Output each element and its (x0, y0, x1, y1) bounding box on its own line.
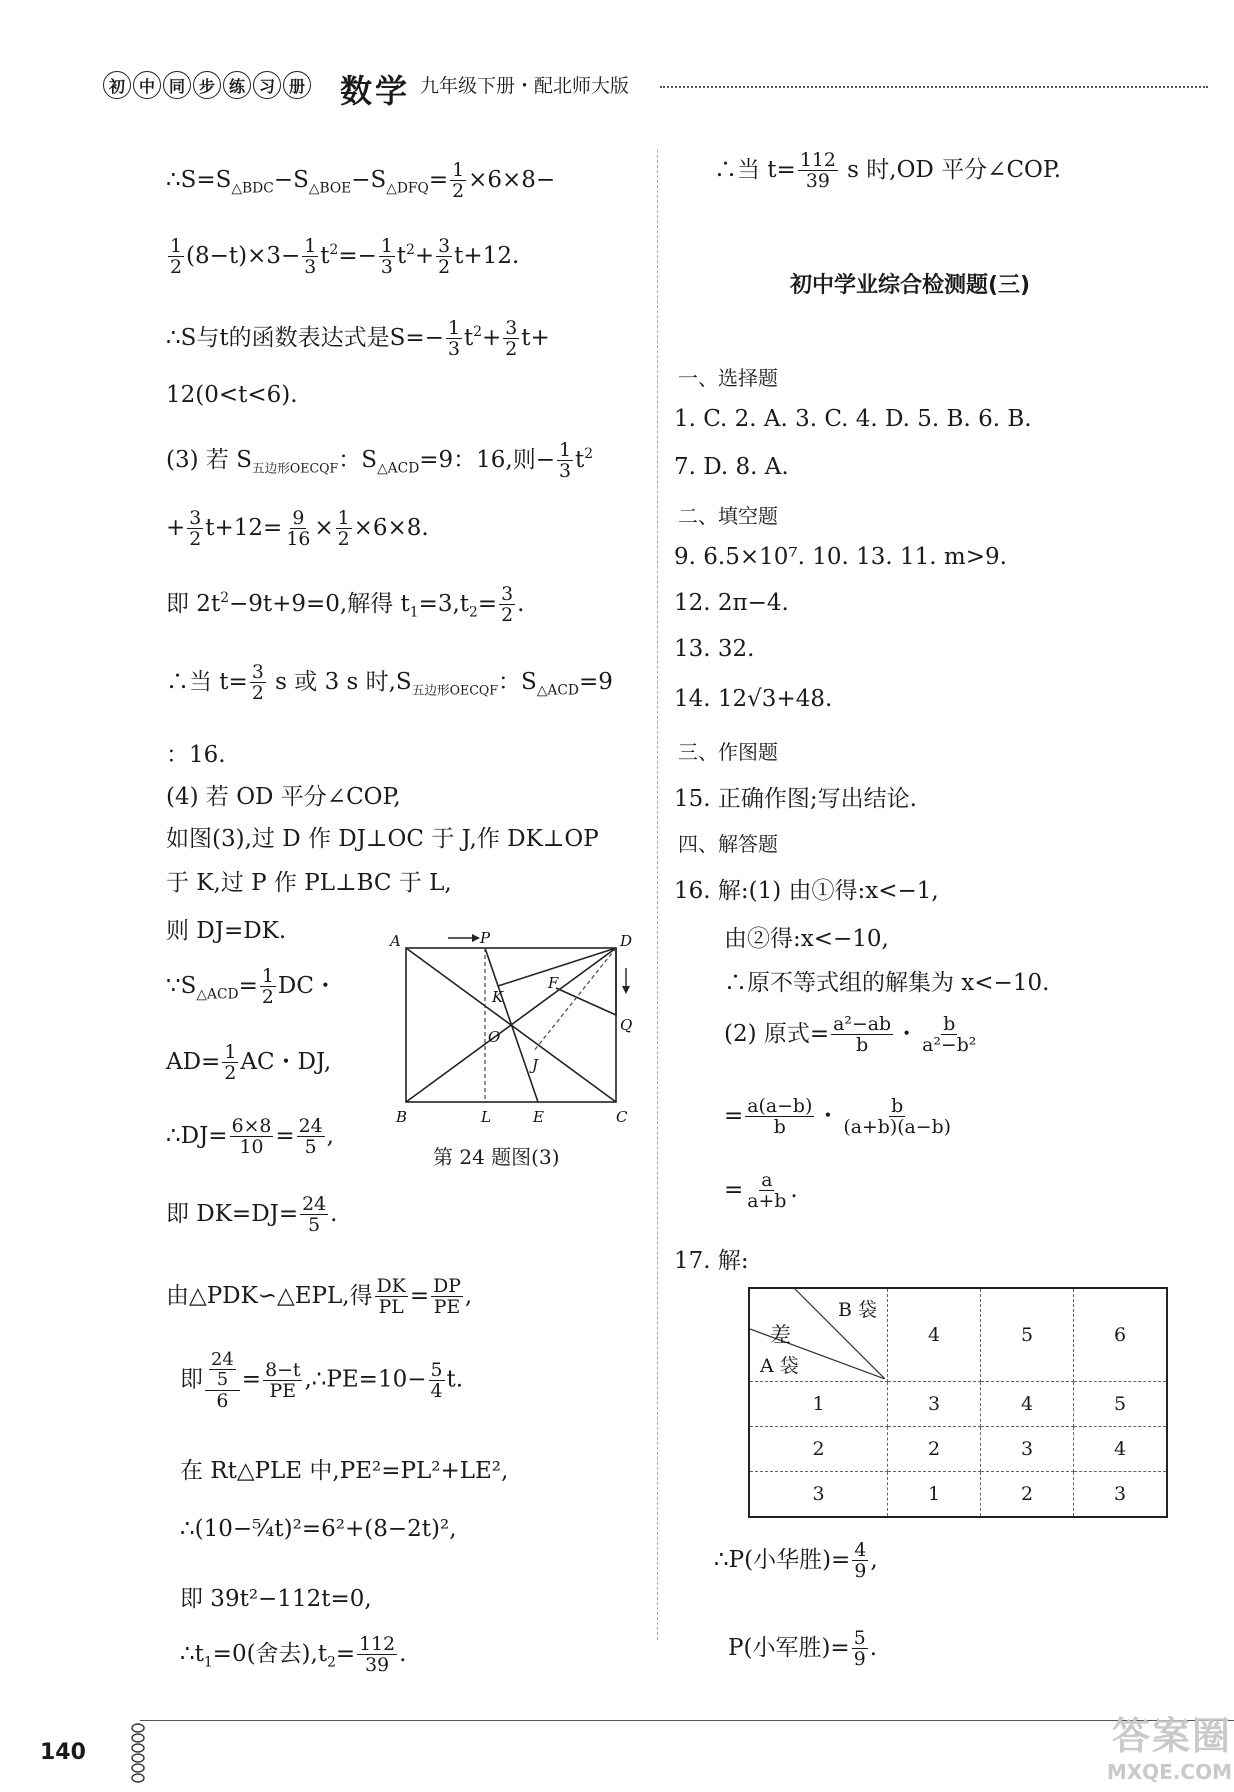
table-row-header: 3 (749, 1472, 888, 1518)
answer-15: 15. 正确作图;写出结论. (674, 786, 917, 812)
solution-line-16: ∴DJ= $\frac{6\times 8}{10}$ = $\frac{24}{5}$ , (166, 1115, 334, 1159)
fraction: $\frac{1}{3}$ (559, 439, 572, 483)
table-header-cell: 4 (888, 1288, 981, 1382)
fraction: $\frac{3}{2}$ (501, 583, 514, 627)
answer-16-line-4: (2) 原式= $\frac{\text{a²−ab}}{b}$ ・ $\frac{b}{\text{a²−b²}}$ (724, 1013, 977, 1057)
mc-answers-row-1: 1. C. 2. A. 3. C. 4. D. 5. B. 6. B. (674, 406, 1032, 432)
table-cell: 5 (1074, 1382, 1168, 1427)
label-k: K (492, 988, 504, 1006)
solution-line-11: 如图(3),过 D 作 DJ⊥OC 于 J,作 DK⊥OP (166, 826, 599, 852)
answer-16-line-1: 16. 解:(1) 由①得:x<−1, (674, 878, 939, 904)
section-heading-construct: 三、作图题 (678, 740, 778, 764)
answer-16-line-2: 由②得:x<−10, (724, 926, 889, 952)
fraction: $\frac{9}{16}$ (286, 507, 311, 551)
table-cell: 4 (981, 1382, 1074, 1427)
table-cell: 2 (981, 1472, 1074, 1518)
nested-fraction: $\frac{\frac{24}{5}}{6}$ (205, 1350, 240, 1411)
segment-qf (556, 988, 616, 1015)
solution-line-7: 即 $2t^2-9t+9=0$,解得 $t_1=3,t_2=$ $\frac{3}{2}$ . (166, 583, 525, 627)
fraction: $\frac{3}{2}$ (189, 507, 202, 551)
solution-line-9: ：16. (166, 742, 226, 768)
mc-answers-row-2: 7. D. 8. A. (674, 454, 789, 480)
table-header-cell: 6 (1074, 1288, 1168, 1382)
table-cell: 3 (981, 1427, 1074, 1472)
section-heading-fill: 二、填空题 (678, 504, 778, 528)
fraction: $\frac{112}{39}$ (359, 1633, 396, 1677)
fraction: $\frac{1}{2}$ (170, 235, 182, 279)
solution-line-2: $\frac{1}{2}$ (8−t)×3− $\frac{1}{3}$ $t^2=-$ $\frac{1}{3}$ $t^2+$ $\frac{3}{2}$ t+12. (170, 235, 520, 279)
series-char-7: 册 (283, 71, 311, 99)
label-d: D (620, 932, 633, 950)
section-heading-choice: 一、选择题 (678, 366, 778, 390)
label-a: A (390, 932, 401, 950)
solution-line-21: ∴(10−⁵⁄₄t)²=6²+(8−2t)², (180, 1516, 457, 1542)
table-cell: 1 (888, 1472, 981, 1518)
site-watermark: 答案圈 MXQE.COM (1106, 1714, 1232, 1784)
probability-xiaohua: ∴P(小华胜)= $\frac{4}{9}$ , (714, 1539, 878, 1583)
geometry-diagram (388, 930, 638, 1134)
fraction: $\frac{24}{5}$ (302, 1193, 327, 1237)
solution-line-20: 在 Rt△PLE 中,PE²=PL²+LE², (180, 1458, 509, 1484)
fill-answer-13: 13. 32. (674, 636, 755, 662)
solution-line-10: (4) 若 OD 平分∠COP, (166, 784, 401, 810)
table-row-header: 1 (749, 1382, 888, 1427)
spring-binding-icon (128, 1718, 148, 1788)
solution-line-3: ∴S与t的函数表达式是S=− $\frac{1}{3}$ $t^2+$ $\frac{3}{2}$ t+ (166, 317, 550, 361)
label-l: L (481, 1108, 491, 1126)
label-e: E (533, 1108, 544, 1126)
label-o: O (488, 1028, 501, 1046)
table-row (749, 1472, 1167, 1518)
fraction: $\frac{1}{3}$ (447, 317, 460, 361)
label-c: C (616, 1108, 628, 1126)
fraction: $\frac{112}{39}$ (799, 149, 836, 193)
difference-table (748, 1287, 1168, 1518)
solution-line-22: 即 39t²−112t=0, (180, 1586, 372, 1612)
series-char-3: 同 (163, 71, 191, 99)
section-heading-solve: 四、解答题 (678, 832, 778, 856)
section-title: 初中学业综合检测题(三) (790, 273, 1031, 298)
solution-line-1: $\therefore S=S_{\triangle BDC}-S_{\triangle BOE}-S_{\triangle DFQ}=$ $\frac{1}{2}$ ×6×8− (166, 159, 556, 203)
fraction: $\frac{4}{9}$ (854, 1539, 867, 1583)
table-row (749, 1382, 1167, 1427)
solution-line-17: 即 DK=DJ= $\frac{24}{5}$ . (166, 1193, 338, 1237)
series-char-2: 中 (133, 71, 161, 99)
probability-xiaojun: P(小军胜)= $\frac{5}{9}$ . (728, 1627, 878, 1671)
fraction: $\frac{3}{2}$ (438, 235, 451, 279)
fraction: $\frac{1}{2}$ (224, 1041, 237, 1085)
fraction: $\frac{b}{(a+b)(a-b)}$ (843, 1095, 952, 1139)
answer-line-r1: ∴当 t= $\frac{112}{39}$ s 时,OD 平分∠COP. (714, 149, 1062, 193)
series-char-5: 练 (223, 71, 251, 99)
fraction: $\frac{3}{2}$ (505, 317, 518, 361)
label-p: P (480, 930, 491, 947)
series-char-4: 步 (193, 71, 221, 99)
table-cell: 4 (1074, 1427, 1168, 1472)
answer-16-line-3: ∴原不等式组的解集为 x<−10. (724, 970, 1050, 996)
fraction: $\frac{a(a-b)}{b}$ (747, 1095, 813, 1139)
table-header-cell: 5 (981, 1288, 1074, 1382)
table-corner-cell (749, 1288, 888, 1382)
fraction: $\frac{a}{a+b}$ (747, 1169, 787, 1213)
fraction: $\frac{1}{3}$ (304, 235, 317, 279)
column-divider (657, 150, 658, 1640)
solution-line-15: AD= $\frac{1}{2}$ AC・DJ, (166, 1041, 332, 1085)
table-row (749, 1427, 1167, 1472)
table-cell: 3 (1074, 1472, 1168, 1518)
fraction: $\frac{5}{9}$ (853, 1627, 866, 1671)
solution-line-18: 由△PDK∽△EPL,得 $\frac{DK}{PL}$ = $\frac{DP}{PE}$ , (166, 1275, 473, 1319)
corner-label-b: B 袋 (837, 1299, 877, 1321)
corner-label-diff: 差 (770, 1323, 791, 1347)
label-j: J (532, 1056, 539, 1074)
solution-line-4: 12(0<t<6). (166, 382, 298, 408)
grade-edition: 九年级下册・配北师大版 (420, 75, 630, 97)
label-q: Q (620, 1016, 633, 1034)
solution-line-19: 即 $\frac{\frac{24}{5}}{6}$ = $\frac{8-t}{PE}$ ,∴PE=10− $\frac{5}{4}$ t. (180, 1349, 464, 1412)
fill-answer-9-11: 9. 6.5×10⁷. 10. 13. 11. m>9. (674, 544, 1007, 570)
table-header-row (749, 1288, 1167, 1382)
diagram-caption: 第 24 题图(3) (433, 1145, 560, 1169)
fraction: $\frac{1}{2}$ (337, 507, 350, 551)
label-f: F (548, 974, 559, 992)
fraction: $\frac{DK}{PL}$ (376, 1275, 406, 1319)
header-dotted-rule (660, 86, 1208, 88)
fill-answer-14: 14. 12√3+48. (674, 686, 833, 712)
answer-17: 17. 解: (674, 1248, 749, 1274)
solution-line-6: + $\frac{3}{2}$ t+12= $\frac{9}{16}$ × $\frac{1}{2}$ ×6×8. (166, 507, 429, 551)
solution-line-14: $\because S_{\triangle ACD}=$ $\frac{1}{2}$ DC・ (166, 965, 337, 1009)
fraction: $\frac{\text{a²−ab}}{b}$ (833, 1013, 892, 1057)
series-char-1: 初 (103, 71, 131, 99)
solution-line-13: 则 DJ=DK. (166, 918, 287, 944)
solution-line-5: (3) 若 $S_{五边形OECQF}$：$S_{\triangle ACD}=9$：16,则− $\frac{1}{3}$ $t^2$ (166, 439, 594, 483)
label-b: B (396, 1108, 408, 1126)
solution-line-12: 于 K,过 P 作 PL⊥BC 于 L, (166, 870, 452, 896)
fraction: $\frac{24}{5}$ (298, 1115, 323, 1159)
corner-label-a: A 袋 (760, 1355, 799, 1377)
solution-line-8: ∴当 t= $\frac{3}{2}$ s 或 3 s 时$,S_{五边形OECQF}$：$S_{\triangle ACD}=9$ (166, 661, 613, 705)
fraction: $\frac{DP}{PE}$ (433, 1275, 461, 1319)
fraction: $\frac{1}{3}$ (380, 235, 393, 279)
table-cell: 3 (888, 1382, 981, 1427)
fraction: $\frac{6\times 8}{10}$ (231, 1115, 272, 1159)
fraction: $\frac{3}{2}$ (251, 661, 264, 705)
page-number: 140 (40, 1740, 86, 1765)
table-cell: 2 (888, 1427, 981, 1472)
segment-pe (485, 948, 538, 1102)
fraction: $\frac{b}{\text{a²−b²}}$ (922, 1013, 977, 1057)
solution-line-23: $\therefore t_1=0$(舍去)$,t_2=$ $\frac{112}{39}$ . (180, 1633, 407, 1677)
series-char-6: 习 (253, 71, 281, 99)
subject-title: 数学 (340, 72, 411, 110)
fraction: $\frac{1}{2}$ (452, 159, 465, 203)
answer-16-line-6: = $\frac{a}{a+b}$ . (724, 1169, 798, 1213)
table-row-header: 2 (749, 1427, 888, 1472)
fraction: $\frac{5}{4}$ (430, 1358, 443, 1403)
fraction: $\frac{1}{2}$ (261, 965, 274, 1009)
fraction: $\frac{8-t}{PE}$ (265, 1358, 301, 1403)
fill-answer-12: 12. 2π−4. (674, 590, 789, 616)
answer-16-line-5: = $\frac{a(a-b)}{b}$ ・ $\frac{b}{(a+b)(a-b)}$ (724, 1095, 952, 1139)
